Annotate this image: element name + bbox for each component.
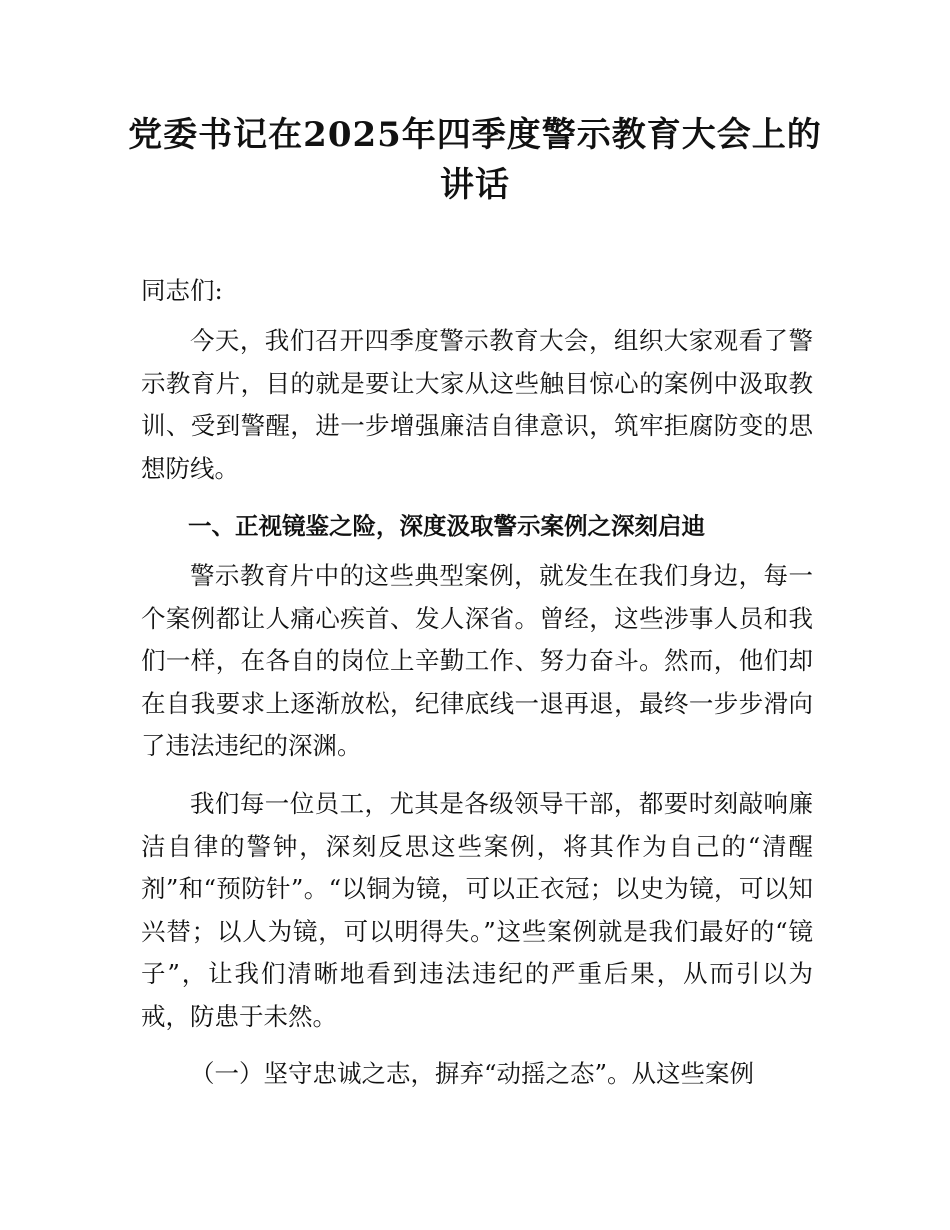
paragraph-section1-1: 警示教育片中的这些典型案例，就发生在我们身边，每一个案例都让人痛心疾首、发人深省。曾经，这些涉事人员和我们一样，在各自的岗位上辛勤工作、努力奋斗。然而，他们却在自我要求上逐渐放松，纪律底线一退再退，最终一步步滑向了违法违纪的深渊。 (141, 561, 813, 760)
salutation: 同志们: (141, 276, 223, 305)
section-heading: 一、正视镜鉴之险，深度汲取警示案例之深刻启迪 (188, 512, 705, 540)
paragraph-section1-2: 我们每一位员工，尤其是各级领导干部，都要时刻敲响廉洁自律的警钟，深刻反思这些案例，将其作为自己的“清醒剂”和“预防针”。“以铜为镜，可以正衣冠；以史为镜，可以知兴替；以人为镜，可以明得失。”这些案例就是我们最好的“镜子”，让我们清晰地看到违法违纪的严重后果，从而引以为戒，防患于未然。 (141, 789, 813, 1031)
document-title: 党委书记在2025年四季度警示教育大会上的讲话 (128, 115, 822, 205)
paragraph-intro: 今天，我们召开四季度警示教育大会，组织大家观看了警示教育片，目的就是要让大家从这些触目惊心的案例中汲取教训、受到警醒，进一步增强廉洁自律意识，筑牢拒腐防变的思想防线。 (141, 326, 813, 483)
paragraph-subsection-1: （一）坚守忠诚之志，摒弃“动摇之态”。从这些案例 (190, 1059, 755, 1088)
